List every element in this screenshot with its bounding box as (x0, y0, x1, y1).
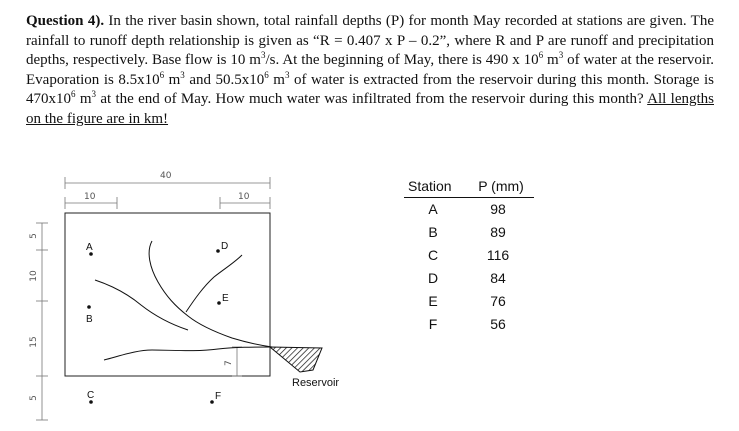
dim-label-15-vert: 15 (29, 336, 39, 348)
rainfall-cell: 98 (490, 201, 506, 217)
dim-label-7: 7 (224, 360, 234, 366)
question-text-part: /s. At the beginning of May, there is 490 x 10 (265, 52, 539, 68)
dim-label-10-left: 10 (84, 192, 96, 202)
station-f-label: F (215, 391, 222, 402)
question-text-part: of water is extracted from the reservoir during this month. Storage is 470x10 (26, 71, 714, 107)
table-row (404, 290, 534, 313)
station-d-dot (216, 249, 220, 253)
basin-boundary (65, 213, 270, 376)
station-cell: E (428, 293, 438, 309)
station-cell: A (428, 201, 438, 217)
station-cell: C (427, 247, 439, 263)
question-text-part: of water at the reservoir. Evaporation is 8.5x10 (26, 52, 714, 88)
river-network (95, 241, 272, 360)
tributary-west (95, 280, 188, 330)
station-cell: F (428, 316, 438, 332)
rainfall-cell: 89 (490, 224, 506, 240)
superscript: 3 (180, 69, 185, 80)
station-d-label: D (221, 241, 229, 252)
station-a-label: A (86, 242, 93, 253)
superscript: 6 (71, 89, 76, 99)
superscript: 6 (538, 50, 544, 60)
station-e-label: E (222, 293, 229, 304)
dimension-left (36, 223, 48, 420)
question-text-part: and 50.5x10 (184, 71, 265, 88)
table-row (404, 244, 534, 267)
header-p-mm: P (mm) (478, 178, 524, 194)
question-text-part: m (164, 71, 181, 88)
header-station: Station (408, 178, 452, 194)
question-text-part: In the river basin shown, total rainfall depths (P) for month May recorded at stations are given. The rainfall to runoff depth relationship is given as “R = 0.407 x P – 0.2”, where R and P are runoff and precipitation depths, respectively. Base flow is 10 m (26, 13, 715, 68)
lengths-note: All lengths on the figure are in km! (26, 91, 714, 127)
table-row (404, 198, 534, 221)
dim-label-10-vert: 10 (29, 270, 39, 282)
dim-label-40: 40 (160, 171, 172, 181)
superscript: 3 (284, 69, 290, 80)
dim-label-5-bottom: 5 (29, 395, 39, 401)
table-row (404, 267, 534, 290)
station-e-dot (217, 301, 221, 305)
superscript: 3 (558, 50, 564, 60)
rainfall-cell: 76 (490, 293, 506, 309)
superscript: 6 (264, 69, 269, 80)
tributary-northeast (186, 255, 242, 312)
dim-label-5-top: 5 (29, 233, 39, 239)
table-header (404, 178, 534, 198)
table-row (404, 221, 534, 244)
rainfall-cell: 116 (486, 247, 510, 263)
main-river (149, 241, 272, 347)
reservoir-area (270, 347, 322, 372)
reservoir-label: Reservoir (292, 377, 340, 389)
rainfall-cell: 56 (490, 316, 506, 332)
superscript: 3 (260, 50, 266, 60)
rainfall-table (404, 178, 534, 336)
question-label: Question 4). (26, 13, 105, 29)
station-cell: D (427, 270, 439, 286)
superscript: 3 (91, 89, 96, 99)
question-text-part: m (268, 71, 285, 88)
dim-label-10-right: 10 (238, 192, 250, 202)
superscript: 6 (159, 69, 165, 80)
question-text-part: m (543, 52, 559, 68)
station-cell: B (428, 224, 438, 240)
station-f-dot (210, 400, 214, 404)
station-b-label: B (86, 314, 93, 325)
tributary-south (104, 347, 272, 360)
question-text-part: at the end of May. How much water was infiltrated from the reservoir during this month? (96, 91, 648, 107)
station-c-label: C (87, 390, 95, 401)
station-b-dot (87, 305, 91, 309)
rainfall-cell: 84 (490, 270, 506, 286)
question-text-part: m (75, 91, 92, 107)
table-row (404, 313, 534, 336)
